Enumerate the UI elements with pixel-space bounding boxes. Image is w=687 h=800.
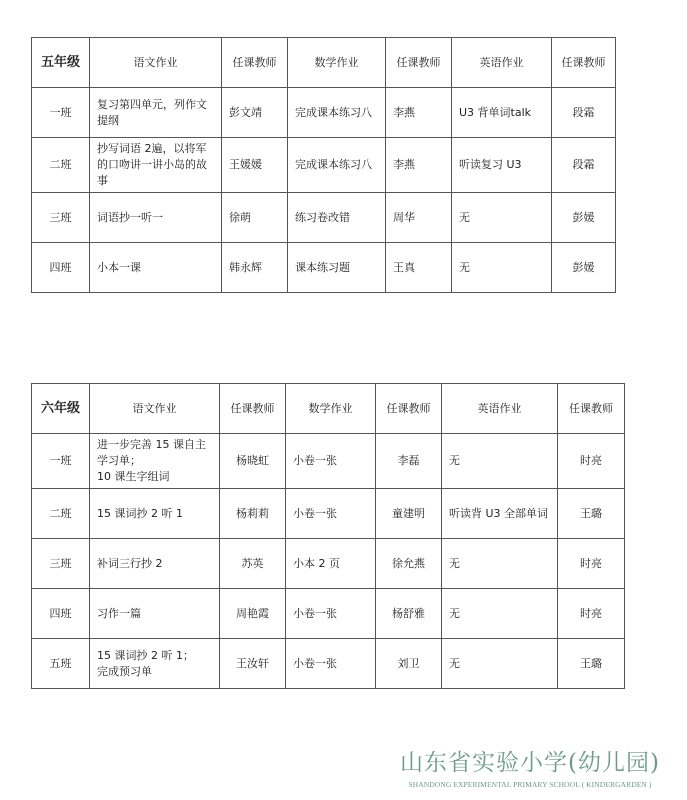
- class-name: 一班: [32, 434, 90, 489]
- header-teacher: 任课教师: [552, 38, 616, 88]
- class-name: 四班: [32, 243, 90, 293]
- school-logo-watermark: [385, 748, 675, 794]
- grade-label: 五年级: [32, 38, 90, 88]
- header-math-homework: 数学作业: [286, 384, 376, 434]
- english-teacher: 时亮: [558, 434, 625, 489]
- english-teacher: 王璐: [558, 639, 625, 689]
- math-teacher: 徐允燕: [376, 539, 442, 589]
- header-english-homework: 英语作业: [442, 384, 558, 434]
- grade6-homework-table: [31, 383, 625, 689]
- math-teacher: 童建明: [376, 489, 442, 539]
- table-row: [32, 589, 625, 639]
- table-row: [32, 434, 625, 489]
- math-teacher: 王真: [386, 243, 452, 293]
- school-name-chinese: 山东省实验小学(幼儿园): [400, 750, 660, 776]
- chinese-teacher: 周艳霞: [220, 589, 286, 639]
- math-homework: 小卷一张: [286, 434, 376, 489]
- class-name: 三班: [32, 539, 90, 589]
- english-teacher: 彭媛: [552, 243, 616, 293]
- header-chinese-homework: 语文作业: [90, 38, 222, 88]
- math-teacher: 李磊: [376, 434, 442, 489]
- chinese-teacher: 王媛媛: [222, 138, 288, 193]
- chinese-homework: 进一步完善 15 课自主学习单； 10 课生字组词: [90, 434, 220, 489]
- table-row: [32, 193, 616, 243]
- header-teacher: 任课教师: [376, 384, 442, 434]
- math-homework: 小卷一张: [286, 489, 376, 539]
- english-teacher: 王璐: [558, 489, 625, 539]
- english-homework: 无: [452, 243, 552, 293]
- header-math-homework: 数学作业: [288, 38, 386, 88]
- table-row: [32, 138, 616, 193]
- math-homework: 练习卷改错: [288, 193, 386, 243]
- table-row: [32, 639, 625, 689]
- math-homework: 课本练习题: [288, 243, 386, 293]
- school-name-english: SHANDONG EXPERIMENTAL PRIMARY SCHOOL ( KINDERGARDEN ): [408, 780, 652, 789]
- math-teacher: 刘卫: [376, 639, 442, 689]
- chinese-teacher: 徐萌: [222, 193, 288, 243]
- chinese-homework: 抄写词语 2遍，以将军的口吻讲一讲小岛的故事: [90, 138, 222, 193]
- table-header-row: [32, 38, 616, 88]
- english-homework: 无: [442, 539, 558, 589]
- chinese-homework: 小本一课: [90, 243, 222, 293]
- english-teacher: 段霜: [552, 88, 616, 138]
- grade5-homework-table: [31, 37, 616, 293]
- math-homework: 小卷一张: [286, 639, 376, 689]
- table-header-row: [32, 384, 625, 434]
- math-homework: 小卷一张: [286, 589, 376, 639]
- chinese-homework: 15 课词抄 2 听 1； 完成预习单: [90, 639, 220, 689]
- chinese-homework: 补词三行抄 2: [90, 539, 220, 589]
- table-row: [32, 539, 625, 589]
- english-homework: 无: [442, 589, 558, 639]
- class-name: 一班: [32, 88, 90, 138]
- math-teacher: 周华: [386, 193, 452, 243]
- english-teacher: 时亮: [558, 589, 625, 639]
- english-teacher: 时亮: [558, 539, 625, 589]
- math-teacher: 李燕: [386, 138, 452, 193]
- chinese-teacher: 杨莉莉: [220, 489, 286, 539]
- english-homework: 听读背 U3 全部单词: [442, 489, 558, 539]
- table-row: [32, 88, 616, 138]
- class-name: 四班: [32, 589, 90, 639]
- math-homework: 小本 2 页: [286, 539, 376, 589]
- header-teacher: 任课教师: [222, 38, 288, 88]
- chinese-teacher: 苏英: [220, 539, 286, 589]
- math-teacher: 李燕: [386, 88, 452, 138]
- english-homework: 无: [442, 434, 558, 489]
- chinese-homework: 复习第四单元，列作文提纲: [90, 88, 222, 138]
- english-teacher: 段霜: [552, 138, 616, 193]
- chinese-homework: 词语抄一听一: [90, 193, 222, 243]
- chinese-teacher: 王汝轩: [220, 639, 286, 689]
- chinese-teacher: 韩永辉: [222, 243, 288, 293]
- math-homework: 完成课本练习八: [288, 88, 386, 138]
- math-homework: 完成课本练习八: [288, 138, 386, 193]
- chinese-homework: 15 课词抄 2 听 1: [90, 489, 220, 539]
- chinese-teacher: 杨晓虹: [220, 434, 286, 489]
- header-teacher: 任课教师: [220, 384, 286, 434]
- table-row: [32, 489, 625, 539]
- chinese-homework: 习作一篇: [90, 589, 220, 639]
- english-homework: 听读复习 U3: [452, 138, 552, 193]
- table-row: [32, 243, 616, 293]
- header-teacher: 任课教师: [558, 384, 625, 434]
- class-name: 五班: [32, 639, 90, 689]
- grade-label: 六年级: [32, 384, 90, 434]
- class-name: 三班: [32, 193, 90, 243]
- english-homework: 无: [442, 639, 558, 689]
- header-chinese-homework: 语文作业: [90, 384, 220, 434]
- header-teacher: 任课教师: [386, 38, 452, 88]
- class-name: 二班: [32, 489, 90, 539]
- english-homework: U3 背单词talk: [452, 88, 552, 138]
- english-homework: 无: [452, 193, 552, 243]
- header-english-homework: 英语作业: [452, 38, 552, 88]
- class-name: 二班: [32, 138, 90, 193]
- chinese-teacher: 彭文靖: [222, 88, 288, 138]
- english-teacher: 彭媛: [552, 193, 616, 243]
- math-teacher: 杨舒雅: [376, 589, 442, 639]
